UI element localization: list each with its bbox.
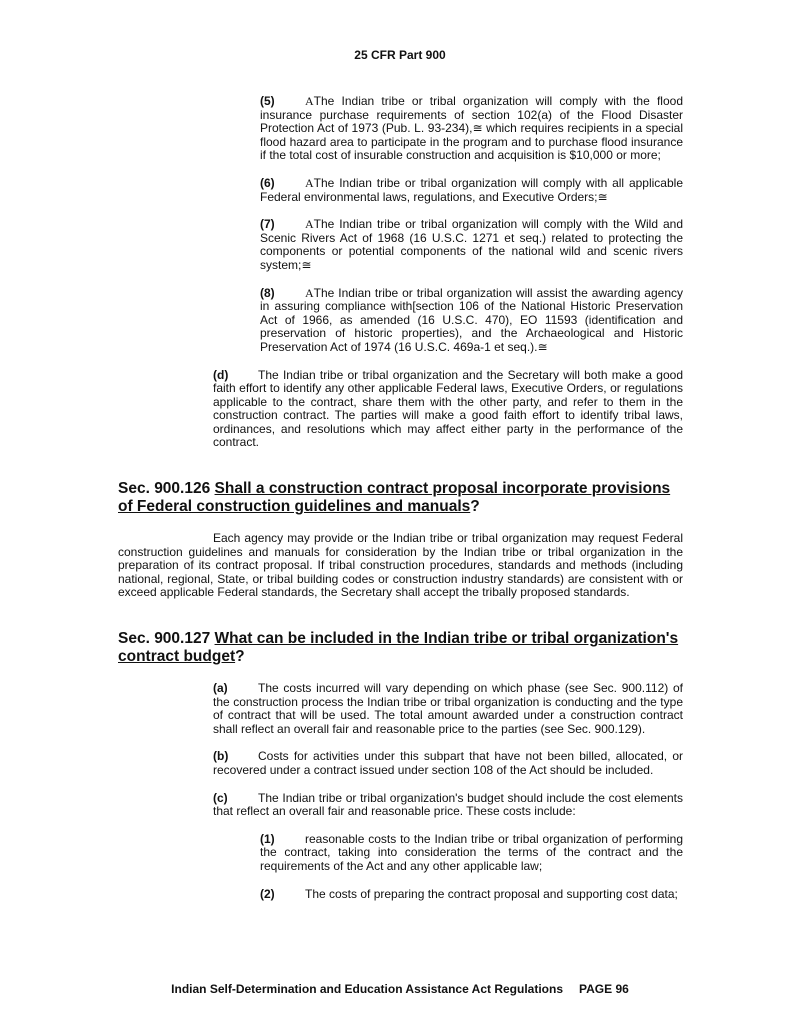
paragraph-text: The Indian tribe or tribal organization will comply with the Wild and Scenic Rivers Act of 1968 (16 U.S.C. 1271 et seq.) related to protecting the components or potential components of the national wild and scenic rivers system;≅ [260,217,683,272]
paragraph-text: The Indian tribe or tribal organization's budget should include the cost elements that reflect an overall fair and reasonable price. These costs include: [213,790,683,819]
paragraph-label: (c) [213,790,228,805]
paragraph-7 [118,218,683,272]
paragraph-6 [118,177,683,204]
section-question-mark: ? [235,648,245,666]
paragraph-label: (d) [213,367,229,382]
paragraph-label: (5) [260,94,275,108]
paragraph-mark: A [305,94,314,108]
paragraph-label: (8) [260,285,275,300]
section-number: Sec. 900.126 [118,480,211,498]
paragraph-text: The costs incurred will vary depending on which phase (see Sec. 900.112) of the construction process the Indian tribe or tribal organization is conducting and the type of contract that will be used. The total amount awarded under a construction contract shall reflect an overall fair and reasonable price to the parties (see Sec. 900.129). [213,681,683,736]
paragraph-c [118,792,683,819]
paragraph-mark: A [305,285,314,300]
paragraph-text: The costs of preparing the contract proposal and supporting cost data; [305,886,678,901]
paragraph-mark: A [305,217,314,232]
paragraph-text: The Indian tribe or tribal organization will assist the awarding agency in assuring compliance with[section 106 of the National Historic Preservation Act of 1966, as amended (16 U.S.C. 470), EO 11593 (identification and preservation of historic properties), and the Archaeological and Historic Preservation Act of 1974 (16 U.S.C. 469a-1 et seq.).≅ [260,285,683,354]
paragraph-text: The Indian tribe or tribal organization will comply with the flood insurance purchase requirements of section 102(a) of the Flood Disaster Protection Act of 1973 (Pub. L. 93-234),≅ which requires recipients in a special flood hazard area to participate in the program and to purchase flood insurance if the total cost of insurable construction and acquisition is $10,000 or more; [260,94,683,163]
paragraph-label: (b) [213,749,229,764]
paragraph-d [118,369,683,451]
paragraph-mark: A [305,175,314,190]
page-header: 25 CFR Part 900 [354,48,446,62]
page-footer [0,982,800,996]
paragraph-label: (7) [260,217,275,232]
paragraph-text: reasonable costs to the Indian tribe or tribal organization of performing the contract, taking into consideration the terms of the contract and the requirements of the Act and any other applicable law; [260,831,683,873]
page-content [118,95,683,915]
section-heading-126 [118,480,683,516]
paragraph-label: (1) [260,831,275,846]
section-title: Shall a construction contract proposal incorporate provisions of Federal construction guidelines and manuals [118,480,671,516]
paragraph-8 [118,287,683,355]
paragraph-label: (a) [213,681,228,696]
paragraph-text: The Indian tribe or tribal organization and the Secretary will both make a good faith effort to identify any other applicable Federal laws, Executive Orders, or regulations applicable to the contract, share them with the other party, and refer to them in the construction contract. The parties will make a good faith effort to identify tribal laws, ordinances, and resolutions which may affect either party in the performance of the contract. [213,367,683,450]
paragraph-5 [118,95,683,163]
section-title: What can be included in the Indian tribe or tribal organization's contract budget [118,630,679,666]
section-question-mark: ? [470,498,480,516]
section-heading-127 [118,630,683,666]
paragraph-a [118,682,683,736]
section-number: Sec. 900.127 [118,630,211,648]
section-126-body: Each agency may provide or the Indian tribe or tribal organization may request Federal construction guidelines and manuals for consideration by the Indian tribe or tribal organization in the preparation of its contract proposal. If tribal construction procedures, standards and methods (including national, regional, State, or tribal building codes or construction industry standards) are consistent with or exceed applicable Federal standards, the Secretary shall accept the tribally proposed standards. [118,531,683,600]
paragraph-text: Costs for activities under this subpart that have not been billed, allocated, or recovered under a contract issued under section 108 of the Act should be included. [213,749,683,777]
paragraph-label: (2) [260,886,275,901]
paragraph-c-1 [118,833,683,874]
paragraph-text: The Indian tribe or tribal organization will comply with all applicable Federal environmental laws, regulations, and Executive Orders;≅ [260,175,683,204]
footer-title: Indian Self-Determination and Education Assistance Act Regulations [171,982,564,996]
paragraph-label: (6) [260,175,275,190]
paragraph-b [118,750,683,777]
page-number: PAGE 96 [579,982,629,996]
paragraph-c-2 [118,888,683,902]
